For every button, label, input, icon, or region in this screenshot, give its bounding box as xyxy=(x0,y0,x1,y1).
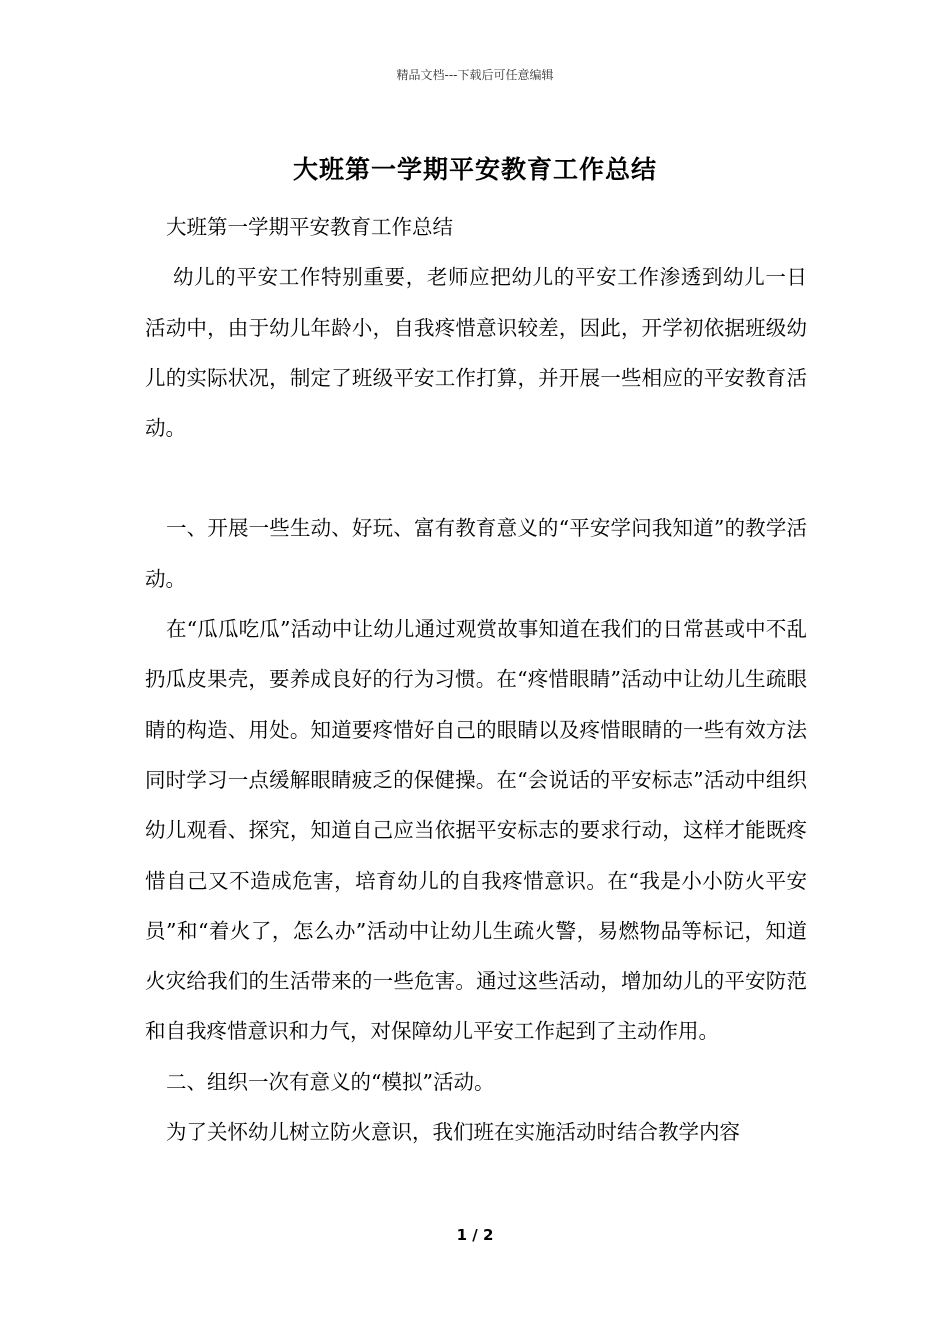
page-number: 1 / 2 xyxy=(456,1226,494,1244)
paragraph-fire-drill: 为了关怀幼儿树立防火意识，我们班在实施活动时结合教学内容 xyxy=(166,1120,740,1145)
document-subtitle: 大班第一学期平安教育工作总结 xyxy=(166,215,453,239)
section-heading-2: 二、组织一次有意义的“模拟”活动。 xyxy=(166,1069,495,1094)
paragraph-spacer xyxy=(145,453,807,503)
document-body xyxy=(145,202,807,1157)
paragraph-activities: 在“瓜瓜吃瓜”活动中让幼儿通过观赏故事知道在我们的日常甚或中不乱扔瓜皮果壳，要养成良好的行为习惯。在“疼惜眼睛”活动中让幼儿生疏眼睛的构造、用处。知道要疼惜好自己的眼睛以及疼惜眼睛的一些有效方法同时学习一点缓解眼睛疲乏的保健操。在“会说话的平安标志”活动中组织幼儿观看、探究，知道自己应当依据平安标志的要求行动，这样才能既疼惜自己又不造成危害，培育幼儿的自我疼惜意识。在“我是小小防火平安员”和“着火了，怎么办”活动中让幼儿生疏火警，易燃物品等标记，知道火灾给我们的生活带来的一些危害。通过这些活动，增加幼儿的平安防范和自我疼惜意识和力气，对保障幼儿平安工作起到了主动作用。 xyxy=(145,617,807,1044)
page-header: 精品文档---下载后可任意编辑 xyxy=(396,68,554,82)
document-title: 大班第一学期平安教育工作总结 xyxy=(292,155,657,184)
section-heading-1: 一、开展一些生动、好玩、富有教育意义的“平安学问我知道”的教学活动。 xyxy=(145,516,807,591)
paragraph-intro: 幼儿的平安工作特别重要，老师应把幼儿的平安工作渗透到幼儿一日活动中，由于幼儿年龄小，自我疼惜意识较差，因此，开学初依据班级幼儿的实际状况，制定了班级平安工作打算，并开展一些相应的平安教育活动。 xyxy=(145,265,807,441)
